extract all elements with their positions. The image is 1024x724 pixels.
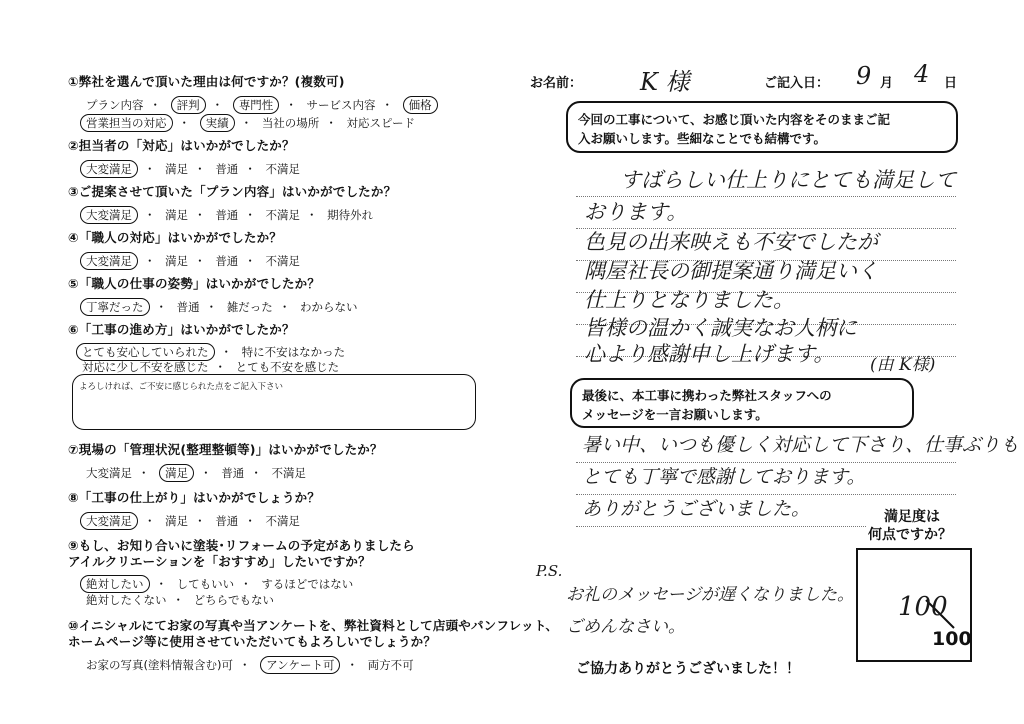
score-max: 100 [932, 628, 972, 650]
q7-option-very-satisfied[interactable]: 大変満足 [86, 466, 132, 480]
name-label: お名前： [530, 76, 583, 91]
message-line-2[interactable]: とても丁寧で感謝しております。 [582, 466, 866, 488]
q5-option-normal[interactable]: 普通 [176, 300, 200, 314]
q10-question-line2: ホームページ等に使用させていただいてもよろしいでしょうか？ [68, 634, 437, 649]
q9-options-row1: 絶対したい ・ してもいい ・ するほどではない [80, 575, 353, 593]
q1-options-row2: 営業担当の対応 ・ 実績 ・ 当社の場所 ・ 対応スピード [80, 114, 415, 132]
ps-line-1[interactable]: お礼のメッセージが遅くなりました。 [566, 585, 854, 605]
satisfaction-title-line1: 満足度は [884, 509, 940, 525]
q2-options: 大変満足 ・ 満足 ・ 普通 ・ 不満足 [80, 160, 300, 178]
q7-question: ⑦現場の「管理状況(整理整頓等)」はいかがでしたか？ [68, 442, 383, 457]
day-value[interactable]: 4 [914, 60, 930, 88]
q9-option-indifferent[interactable]: どちらでもない [193, 593, 275, 607]
month-unit: 月 [880, 76, 894, 91]
q5-option-sloppy[interactable]: 雑だった [226, 300, 273, 314]
q8-options: 大変満足 ・ 満足 ・ 普通 ・ 不満足 [80, 512, 300, 530]
impressions-line-7[interactable]: 心より感謝申し上げます。 [584, 342, 835, 366]
q1-option-location[interactable]: 当社の場所 [261, 116, 320, 130]
impressions-line-5[interactable]: 仕上りとなりました。 [584, 288, 794, 312]
q6-option-no-worry[interactable]: 特に不安はなかった [241, 345, 346, 359]
q10-option-survey-ok[interactable]: アンケート可 [260, 656, 340, 674]
q7-option-normal[interactable]: 普通 [221, 466, 245, 480]
message-prompt-line1: 最後に、本工事に携わった弊社スタッフへの [582, 388, 832, 403]
thanks-message: ご協力ありがとうございました！！ [576, 661, 800, 677]
impressions-line-4[interactable]: 隅屋社長の御提案通り満足いく [584, 259, 878, 283]
q7-option-satisfied[interactable]: 満足 [159, 464, 194, 482]
q9-option-definitely[interactable]: 絶対したい [80, 575, 150, 593]
message-line-1[interactable]: 暑い中、いつも優しく対応して下さり、仕事ぶりも [582, 434, 1020, 456]
q1-option-speed[interactable]: 対応スピード [346, 116, 416, 130]
q4-options: 大変満足 ・ 満足 ・ 普通 ・ 不満足 [80, 252, 300, 270]
q8-option-very-satisfied[interactable]: 大変満足 [80, 512, 138, 530]
message-line-3[interactable]: ありがとうございました。 [582, 498, 811, 520]
impressions-line-3[interactable]: 色見の出来映えも不安でしたが [584, 230, 878, 254]
q6-options-row1: とても安心していられた ・ 特に不安はなかった [76, 343, 345, 361]
q3-option-very-satisfied[interactable]: 大変満足 [80, 206, 138, 224]
impressions-prompt-line2: 入お願いします。些細なことでも結構です。 [578, 131, 827, 146]
q4-option-satisfied[interactable]: 満足 [165, 254, 189, 268]
message-prompt-box [570, 378, 914, 428]
q10-options: お家の写真(塗料情報含む)可 ・ アンケート可 ・ 両方不可 [86, 658, 414, 672]
q9-option-definitely-not[interactable]: 絶対したくない [86, 593, 167, 607]
q1-option-sales-rep[interactable]: 営業担当の対応 [80, 114, 173, 132]
q6-option-very-worried[interactable]: とても不安を感じた [235, 360, 340, 374]
q3-option-satisfied[interactable]: 満足 [165, 208, 189, 222]
q6-option-slightly-worried[interactable]: 対応に少し不安を感じた [82, 360, 209, 374]
q2-option-satisfied[interactable]: 満足 [165, 162, 189, 176]
q1-option-service[interactable]: サービス内容 [306, 98, 376, 112]
impressions-line-1[interactable]: すばらしい仕上りにとても満足して [620, 168, 956, 192]
impressions-prompt-line1: 今回の工事について、お感じ頂いた内容をそのままご記 [578, 112, 891, 127]
q6-options-row2: 対応に少し不安を感じた ・ とても不安を感じた [82, 360, 340, 374]
q3-option-unsatisfied[interactable]: 不満足 [265, 208, 300, 222]
q9-question-line2: アイルクリエーションを「おすすめ」したいですか？ [68, 554, 371, 569]
q8-option-normal[interactable]: 普通 [215, 514, 239, 528]
q7-options: 大変満足 ・ 満足 ・ 普通 ・ 不満足 [86, 466, 306, 480]
q4-option-very-satisfied[interactable]: 大変満足 [80, 252, 138, 270]
ps-line-2[interactable]: ごめんなさい。 [566, 617, 685, 637]
satisfaction-title-line2: 何点ですか？ [868, 527, 952, 543]
q5-question: ⑤「職人の仕事の姿勢」はいかがでしたか？ [68, 276, 321, 291]
q5-options: 丁寧だった ・ 普通 ・ 雑だった ・ わからない [80, 298, 357, 316]
month-value[interactable]: 9 [856, 62, 872, 90]
q8-question: ⑧「工事の仕上がり」はいかがでしょうか？ [68, 490, 321, 505]
q1-option-price[interactable]: 価格 [403, 96, 438, 114]
q8-option-unsatisfied[interactable]: 不満足 [265, 514, 300, 528]
q4-option-unsatisfied[interactable]: 不満足 [265, 254, 300, 268]
score-box[interactable] [856, 548, 972, 662]
q7-option-unsatisfied[interactable]: 不満足 [271, 466, 306, 480]
impressions-signature[interactable]: (由 K様) [870, 355, 936, 375]
q2-option-unsatisfied[interactable]: 不満足 [265, 162, 300, 176]
impressions-line-6[interactable]: 皆様の温かく誠実なお人柄に [584, 316, 857, 340]
q3-question: ③ご提案させて頂いた「プラン内容」はいかがでしたか？ [68, 184, 397, 199]
q10-question-line1: ⑩イニシャルにてお家の写真や当アンケートを、弊社資料として店頭やパンフレット、 [68, 618, 559, 633]
q8-option-satisfied[interactable]: 満足 [165, 514, 189, 528]
q3-options: 大変満足 ・ 満足 ・ 普通 ・ 不満足 ・ 期待外れ [80, 206, 373, 224]
q1-option-plan[interactable]: プラン内容 [86, 98, 144, 112]
q10-option-both-no[interactable]: 両方不可 [367, 658, 414, 672]
message-prompt-line2: メッセージを一言お願いします。 [582, 407, 768, 422]
q9-option-not-really[interactable]: するほどではない [261, 577, 354, 591]
day-unit: 日 [944, 76, 958, 91]
date-label: ご記入日： [764, 76, 830, 91]
q1-option-reputation[interactable]: 評判 [171, 96, 206, 114]
impressions-prompt-box [566, 101, 958, 153]
q3-option-normal[interactable]: 普通 [215, 208, 239, 222]
q9-question-line1: ⑨もし、お知り合いに塗装･リフォームの予定がありましたら [68, 538, 415, 553]
impressions-line-2[interactable]: おります。 [584, 200, 688, 224]
q2-option-normal[interactable]: 普通 [215, 162, 239, 176]
q3-option-disappointing[interactable]: 期待外れ [327, 208, 374, 222]
q1-option-expertise[interactable]: 専門性 [233, 96, 280, 114]
q5-option-careful[interactable]: 丁寧だった [80, 298, 150, 316]
q5-option-unknown[interactable]: わからない [299, 300, 358, 314]
score-value[interactable]: 100 [898, 592, 948, 622]
q1-question: ①弊社を選んで頂いた理由は何ですか？(複数可) [68, 74, 345, 89]
q1-option-record[interactable]: 実績 [200, 114, 235, 132]
q10-option-photo-ok[interactable]: お家の写真(塗料情報含む)可 [86, 658, 233, 672]
q6-option-very-reassured[interactable]: とても安心していられた [76, 343, 215, 361]
name-value[interactable]: K 様 [640, 68, 690, 96]
q2-question: ②担当者の「対応」はいかがでしたか？ [68, 138, 295, 153]
q6-question: ⑥「工事の進め方」はいかがでしたか？ [68, 322, 295, 337]
ps-label[interactable]: P.S. [536, 562, 563, 580]
q9-option-maybe[interactable]: してもいい [176, 577, 235, 591]
q4-question: ④「職人の対応」はいかがでしたか？ [68, 230, 282, 245]
q2-option-very-satisfied[interactable]: 大変満足 [80, 160, 138, 178]
q9-options-row2: 絶対したくない ・ どちらでもない [86, 593, 275, 607]
q4-option-normal[interactable]: 普通 [215, 254, 239, 268]
q6-comment-prompt: よろしければ、ご不安に感じられた点をご記入下さい [79, 382, 284, 392]
q6-comment-box[interactable] [72, 374, 476, 430]
q1-options-row1: プラン内容 ・ 評判 ・ 専門性 ・ サービス内容 ・ 価格 [86, 96, 438, 114]
